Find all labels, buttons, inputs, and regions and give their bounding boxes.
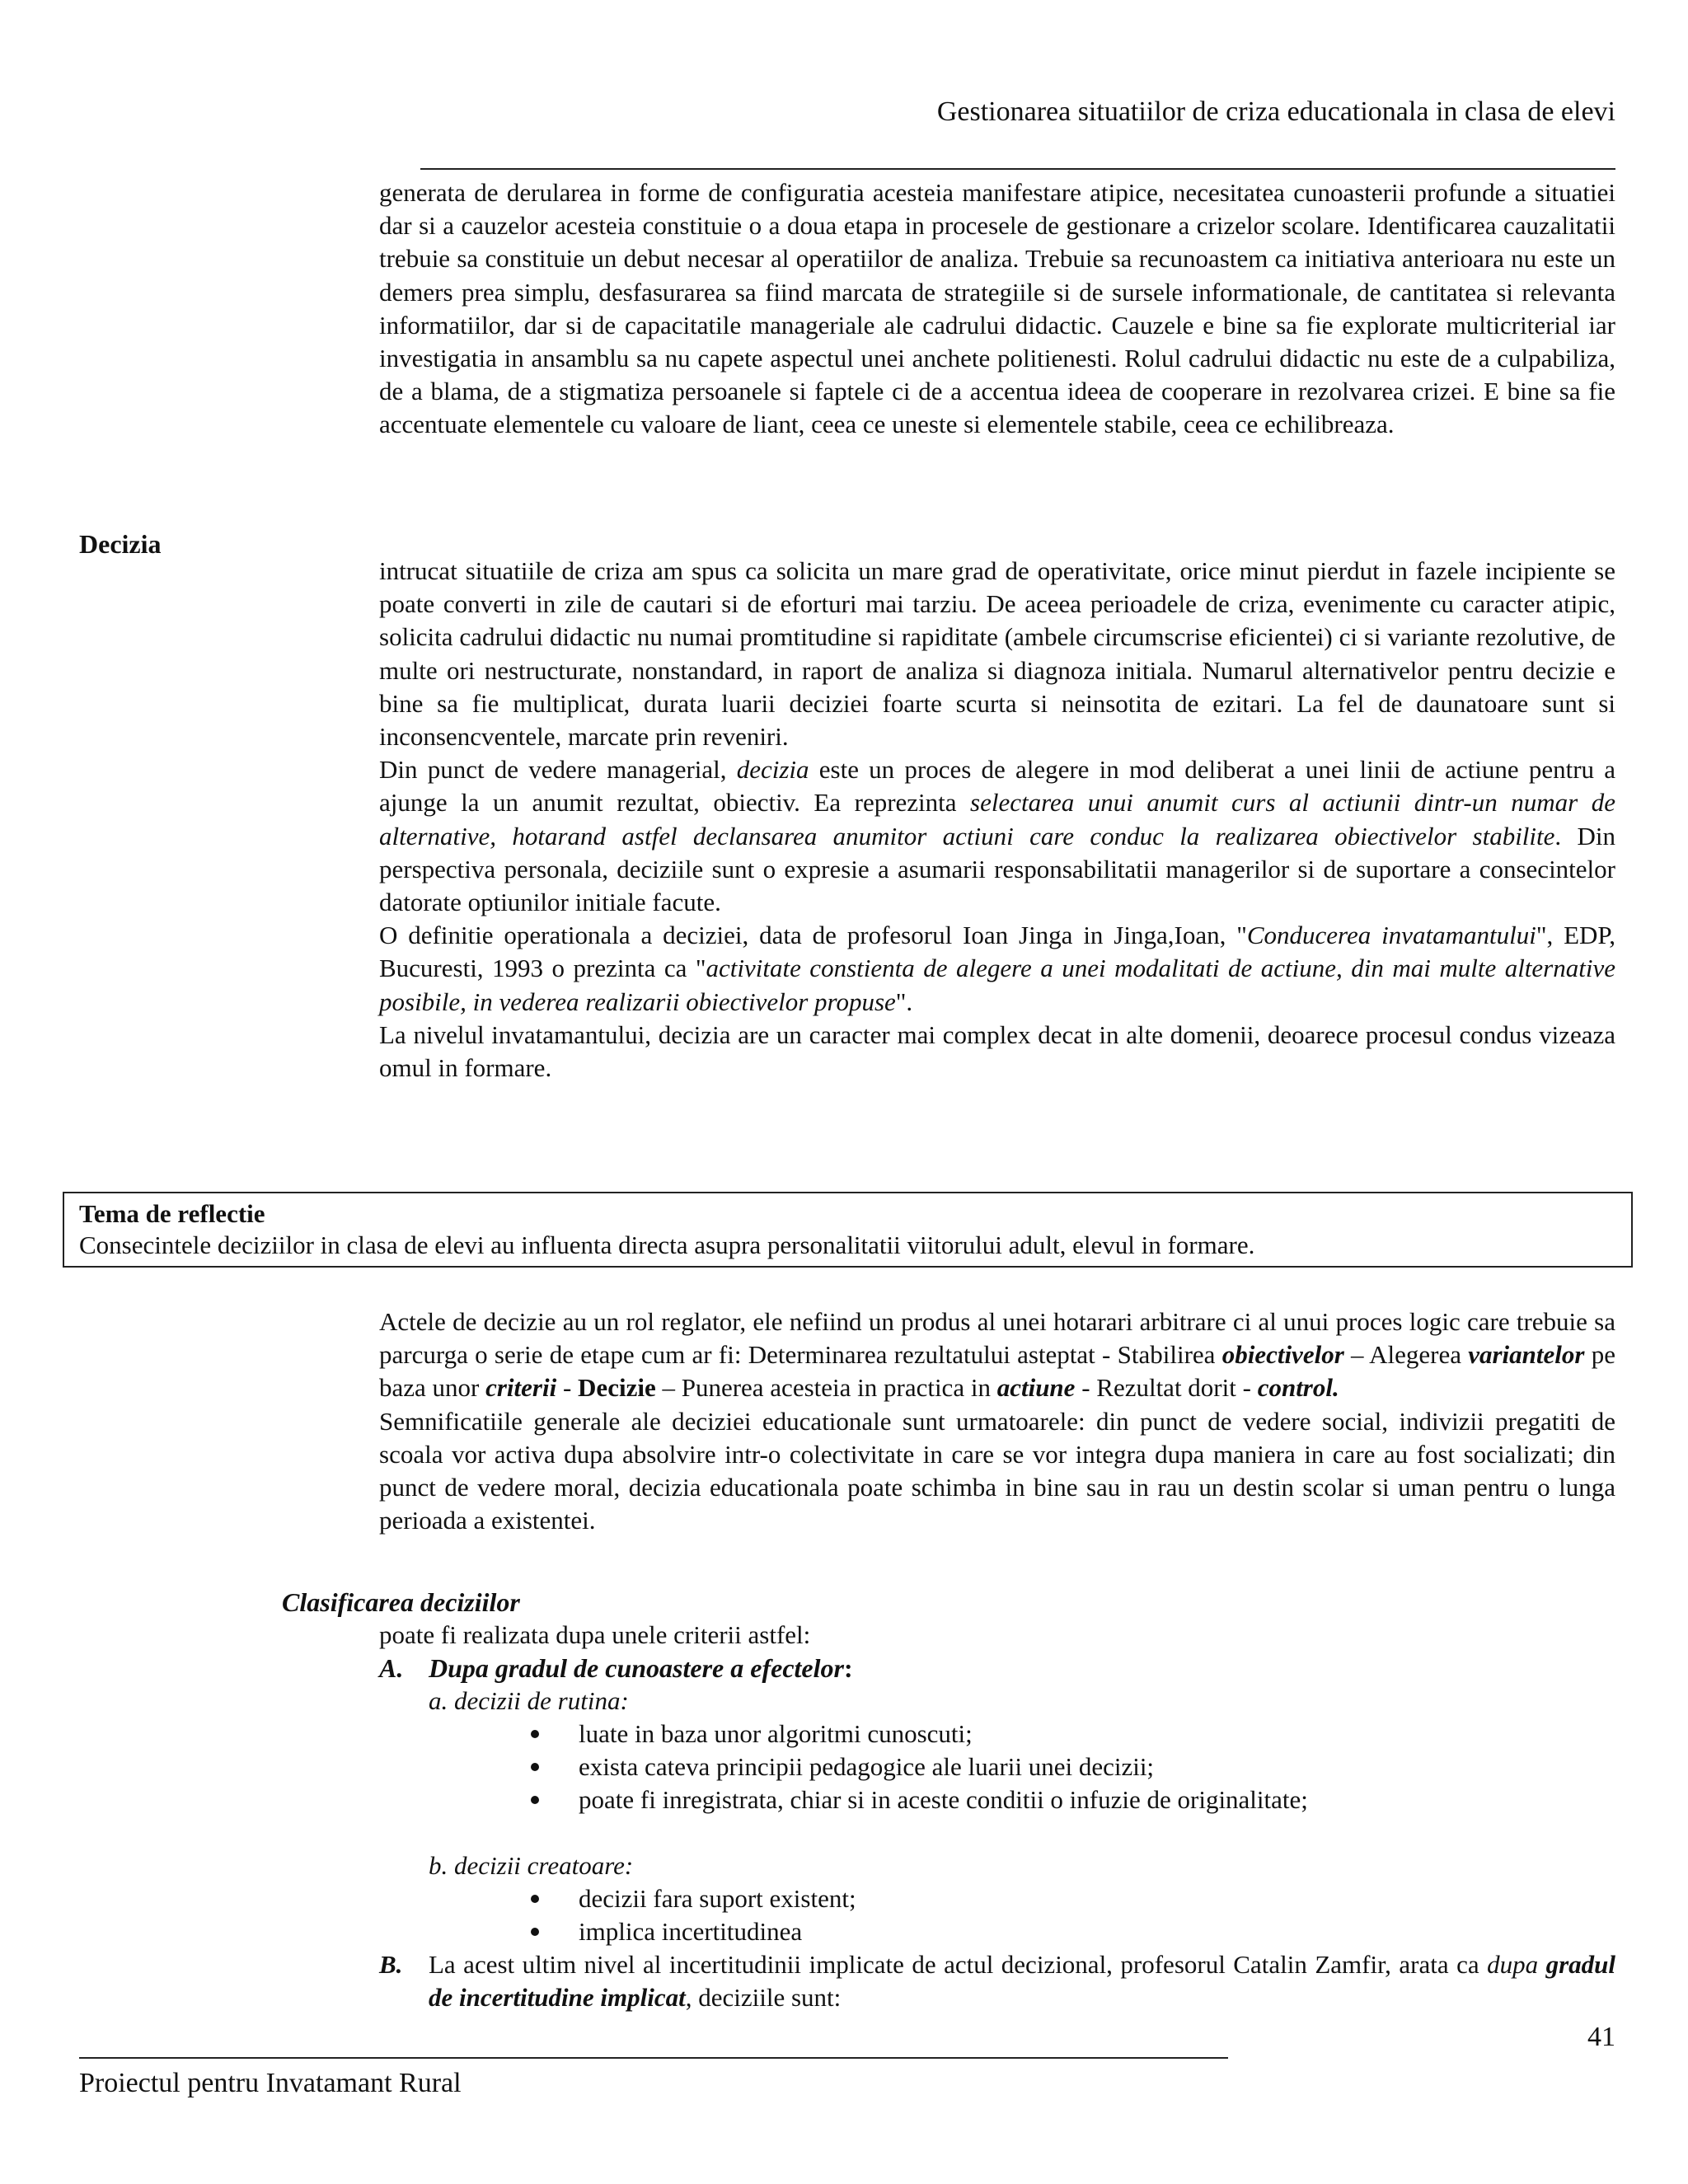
step-variante: variantelor <box>1468 1340 1585 1370</box>
page-header: Gestionarea situatiilor de criza educationala in clasa de elevi <box>936 96 1615 127</box>
list-item: implica incertitudinea <box>528 1915 856 1948</box>
paragraph-definition-jinga: O definitie operationala a deciziei, data de profesorul Ioan Jinga in Jinga,Ioan, "Conducerea invatamantului", EDP, Bucuresti, 1993 o prezinta ca "activitate constienta de alegere a unei modalitati de actiune, din mai multe alternative posibile, in vederea realizarii obiectivelor propuse". <box>379 921 1615 1016</box>
criterion-b-text: La acest ultim nivel al incertitudinii implicate de actul decizional, profesorul Catalin Zamfir, arata ca dupa gradul de incertitudine implicat, deciziile sunt: <box>429 1950 1616 2012</box>
paragraph-significance: Semnificatiile generale ale deciziei educationale sunt urmatoarele: din punct de vedere social, indivizii pregatiti de scoala vor activa dupa absolvire intr-o colectivitate in care se vor integra dupa maniera in care au fost socializati; din punct de vedere moral, decizia educationala poate schimba in bine sau in rau un destin scolar si uman pentru o lunga perioada a existentei. <box>379 1406 1615 1535</box>
section-decision-acts <box>379 1305 1615 1537</box>
bullet-icon <box>531 1763 539 1771</box>
footer-text: Proiectul pentru Invatamant Rural <box>79 2068 462 2098</box>
criterion-b-marker: B. <box>379 1950 403 1979</box>
reflection-title: Tema de reflectie <box>79 1199 265 1228</box>
classification-intro: poate fi realizata dupa unele criterii astfel: <box>379 1620 811 1649</box>
subcategory-routine: a. decizii de rutina: <box>429 1686 629 1715</box>
side-label-decizia: Decizia <box>79 529 162 559</box>
paragraph-decision-steps: Actele de decizie au un rol reglator, ele nefiind un produs al unei hotarari arbitrare ci al unui proces logic care trebuie sa parcurga o serie de etape cum ar fi: Determinarea rezultatului asteptat - Stabilirea obiectivelor – Alegerea variantelor pe baza unor criterii - Decizie – Punerea acesteia in practica in actiune - Rezultat dorit - control. <box>379 1307 1615 1403</box>
subcategory-creative: b. decizii creatoare: <box>429 1851 634 1880</box>
paragraph-text: generata de derularea in forme de configuratia acesteia manifestare atipice, necesitatea cunoasterii profunde a situatiei dar si a cauzelor acesteia constituie o a doua etapa in procesele de gestionare a crizelor scolare. Identificarea cauzalitatii trebuie sa constituie un debut necesar al operatiilor de analiza. Trebuie sa recunoastem ca initiativa anterioara nu este un demers prea simplu, desfasurarea sa fiind marcata de strategiile si de sursele informationale, de cantitatea si relevanta informatiilor, dar si de capacitatile manageriale ale cadrului didactic. Cauzele e bine sa fie explorate multicriterial iar investigatia in ansamblu sa nu capete aspectul unei anchete politienesti. Rolul cadrului didactic nu este de a culpabiliza, de a blama, de a stigmatiza persoanele si faptele ci de a accentua ideea de cooperare in rezolvarea crizei. E bine sa fie accentuate elementele cu valoare de liant, ceea ce uneste si elementele stabile, ceea ce echilibreaza. <box>379 178 1615 439</box>
classification-heading: Clasificarea deciziilor <box>282 1587 520 1617</box>
definition-emphasis: selectarea unui anumit curs al actiunii dintr-un numar de alternative, hotarand astfel declansarea anumitor actiuni care conduc la realizarea obiectivelor stabilite <box>379 788 1615 851</box>
list-item: poate fi inregistrata, chiar si in aceste conditii o infuzie de originalitate; <box>528 1783 1308 1816</box>
criterion-b <box>379 1948 1615 2014</box>
criterion-b-emphasis: gradul de incertitudine implicat <box>429 1950 1616 2012</box>
list-item: luate in baza unor algoritmi cunoscuti; <box>528 1718 1308 1750</box>
header-divider <box>420 168 1615 170</box>
quote-definition: activitate constienta de alegere a unei modalitati de actiune, din mai multe alternative posibile, in vederea realizarii obiectivelor propuse <box>379 954 1615 1016</box>
page-number: 41 <box>1587 2022 1615 2052</box>
step-actiune: actiune <box>996 1373 1076 1403</box>
bullet-icon <box>531 1730 539 1738</box>
creative-list <box>528 1882 856 1948</box>
step-control: control. <box>1257 1373 1339 1403</box>
criterion-a: A. Dupa gradul de cunoastere a efectelor: <box>379 1653 853 1683</box>
criterion-a-title: Dupa gradul de cunoastere a efectelor <box>429 1653 844 1683</box>
paragraph-education-level: La nivelul invatamantului, decizia are un caracter mai complex decat in alte domenii, deoarece procesul condus vizeaza omul in formare. <box>379 1019 1615 1083</box>
routine-list <box>528 1718 1308 1816</box>
reflection-box <box>63 1192 1633 1268</box>
list-item: exista cateva principii pedagogice ale luarii unei decizii; <box>528 1750 1308 1783</box>
step-criterii: criterii <box>485 1373 557 1403</box>
paragraph-definition-managerial: Din punct de vedere managerial, decizia este un proces de alegere in mod deliberat a unei linii de actiune pentru a ajunge la un anumit rezultat, obiectiv. Ea reprezinta selectarea unui anumit curs al actiunii dintr-un numar de alternative, hotarand astfel declansarea anumitor actiuni care conduc la realizarea obiectivelor stabilite. Din perspectiva personala, deciziile sunt o expresie a asumarii responsabilitatii managerilor si de suportare a consecintelor datorate optiunilor initiale facute. <box>379 755 1615 917</box>
book-title: Conducerea invatamantului <box>1246 921 1536 950</box>
reflection-text: Consecintele deciziilor in clasa de elevi au influenta directa asupra personalitatii viitorului adult, elevul in formare. <box>79 1230 1255 1259</box>
criterion-a-marker: A. <box>379 1653 404 1683</box>
list-item: decizii fara suport existent; <box>528 1882 856 1915</box>
bullet-icon <box>531 1796 539 1804</box>
step-obiective: obiectivelor <box>1221 1340 1344 1370</box>
bullet-icon <box>531 1928 539 1936</box>
footer-divider <box>79 2057 1228 2059</box>
section-decizia <box>379 555 1615 1085</box>
bullet-icon <box>531 1895 539 1903</box>
paragraph-causes <box>379 176 1615 442</box>
step-decizie: Decizie <box>578 1373 656 1403</box>
term-decizia: decizia <box>736 755 809 785</box>
paragraph-operativity: intrucat situatiile de criza am spus ca solicita un mare grad de operativitate, orice minut pierdut in fazele incipiente se poate converti in zile de cautari si de eforturi mai tarziu. De aceea perioadele de criza, evenimente cu caracter atipic, solicita cadrului didactic nu numai promtitudine si rapiditate (ambele circumscrise eficientei) ci si variante rezolutive, de multe ori nestructurate, nonstandard, in raport de analiza si diagnoza initiala. Numarul alternativelor pentru decizie e bine sa fie multiplicat, durata luarii deciziei foarte scurta si neinsotita de ezitari. La fel de daunatoare sunt si inconsencventele, marcate prin reveniri. <box>379 556 1615 752</box>
